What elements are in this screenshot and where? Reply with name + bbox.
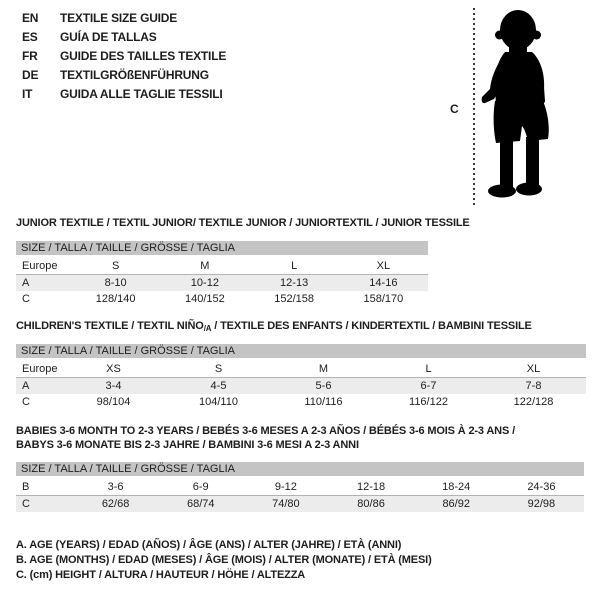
size-cell: 18-24 bbox=[442, 480, 471, 493]
size-cell: XS bbox=[106, 362, 121, 375]
section-title-babies bbox=[16, 424, 515, 452]
language-code: DE bbox=[22, 68, 39, 82]
size-cell: 62/68 bbox=[73, 496, 158, 513]
footnote-a: A. AGE (YEARS) / EDAD (AÑOS) / ÂGE (ANS) / ALTER (JAHRE) / ETÀ (ANNI) bbox=[16, 539, 402, 551]
size-cell: 5-6 bbox=[271, 378, 376, 395]
row-label: Europe bbox=[22, 259, 58, 272]
size-cell: 7-8 bbox=[481, 378, 586, 395]
size-cell: 104/110 bbox=[199, 396, 238, 408]
row-label: B bbox=[22, 480, 30, 493]
table-header-row bbox=[16, 344, 586, 359]
size-cell: 110/116 bbox=[304, 396, 343, 408]
size-cell: 3-6 bbox=[107, 480, 124, 493]
size-cell: 158/170 bbox=[363, 293, 404, 305]
size-cell: 152/158 bbox=[274, 293, 314, 305]
size-cell: 68/74 bbox=[158, 496, 243, 513]
size-cell: L bbox=[291, 259, 298, 272]
table-header-row bbox=[16, 241, 428, 256]
footnote-c: C. (cm) HEIGHT / ALTURA / HAUTEUR / HÖHE / ALTEZZA bbox=[16, 569, 306, 581]
size-cell: 14-16 bbox=[339, 275, 428, 292]
section-title-junior: JUNIOR TEXTILE / TEXTIL JUNIOR/ TEXTILE JUNIOR / JUNIORTEXTIL / JUNIOR TESSILE bbox=[16, 217, 470, 229]
section-title-children bbox=[16, 320, 532, 333]
toddler-silhouette-icon bbox=[481, 6, 571, 206]
language-row-de bbox=[22, 66, 226, 85]
size-cell: 92/98 bbox=[499, 496, 584, 513]
size-cell: 12-13 bbox=[250, 275, 339, 292]
table-row bbox=[16, 394, 586, 410]
section-title-babies-line1: BABIES 3-6 MONTH TO 2-3 YEARS / BEBÉS 3-6 MESES A 2-3 AÑOS / BÉBÉS 3-6 MOIS À 2-3 ANS / bbox=[16, 425, 515, 437]
language-row-fr bbox=[22, 47, 226, 66]
size-cell: 74/80 bbox=[243, 496, 328, 513]
section-title-babies-line2: BABYS 3-6 MONATE BIS 2-3 JAHRE / BAMBINI 3-6 MESI A 2-3 ANNI bbox=[16, 439, 359, 451]
size-cell: XL bbox=[376, 259, 391, 272]
language-row-it bbox=[22, 85, 226, 104]
size-cell: 10-12 bbox=[160, 275, 249, 292]
size-cell: 3-4 bbox=[61, 378, 166, 395]
size-cell: 12-18 bbox=[356, 480, 386, 493]
size-cell: L bbox=[425, 362, 432, 375]
table-row bbox=[16, 477, 584, 496]
size-cell: M bbox=[200, 259, 210, 272]
size-cell: 122/128 bbox=[513, 396, 554, 408]
size-header: SIZE / TALLA / TAILLE / GRÖSSE / TAGLIA bbox=[16, 462, 584, 477]
section-title-children-sub: /A bbox=[203, 324, 212, 333]
language-code: EN bbox=[22, 11, 39, 25]
height-measure-label: C bbox=[450, 102, 459, 116]
size-cell: 128/140 bbox=[95, 293, 136, 305]
language-row-es bbox=[22, 28, 226, 47]
table-row bbox=[16, 275, 428, 292]
size-cell: 98/104 bbox=[96, 396, 131, 408]
table-row bbox=[16, 291, 428, 307]
size-cell: 6-9 bbox=[192, 480, 209, 493]
language-code: FR bbox=[22, 49, 38, 63]
language-title-list bbox=[22, 9, 226, 104]
size-cell: 140/152 bbox=[184, 293, 225, 305]
row-label: A bbox=[16, 378, 61, 395]
section-title-children-post: / TEXTILE DES ENFANTS / KINDERTEXTIL / BAMBINI TESSILE bbox=[211, 320, 532, 332]
size-cell: 8-10 bbox=[71, 275, 160, 292]
row-label: C bbox=[22, 293, 30, 305]
language-title: GUÍA DE TALLAS bbox=[60, 30, 157, 44]
section-title-children-pre: CHILDREN'S TEXTILE / TEXTIL NIÑO bbox=[16, 320, 204, 332]
junior-size-table bbox=[16, 241, 428, 307]
language-code: IT bbox=[22, 87, 33, 101]
size-cell: 4-5 bbox=[166, 378, 271, 395]
row-label: C bbox=[22, 396, 30, 408]
language-title: GUIDE DES TAILLES TEXTILE bbox=[60, 49, 227, 63]
table-row bbox=[16, 496, 584, 513]
footnote-list bbox=[16, 538, 432, 583]
row-label: Europe bbox=[22, 362, 58, 375]
size-cell: 6-7 bbox=[376, 378, 481, 395]
size-cell: M bbox=[318, 362, 329, 375]
footnote-b: B. AGE (MONTHS) / EDAD (MESES) / ÂGE (MOIS) / ALTER (MONATE) / ETÀ (MESI) bbox=[16, 554, 432, 566]
language-code: ES bbox=[22, 30, 38, 44]
height-dotted-line bbox=[473, 8, 475, 206]
size-cell: 80/86 bbox=[328, 496, 413, 513]
size-cell: S bbox=[214, 362, 223, 375]
size-cell: S bbox=[111, 259, 120, 272]
language-title: TEXTILGRÖßENFÜHRUNG bbox=[60, 68, 209, 82]
row-label: C bbox=[16, 496, 73, 513]
size-cell: 24-36 bbox=[527, 480, 556, 493]
size-cell: 9-12 bbox=[274, 480, 297, 493]
babies-size-table bbox=[16, 462, 584, 512]
table-row bbox=[16, 256, 428, 275]
size-header: SIZE / TALLA / TAILLE / GRÖSSE / TAGLIA bbox=[16, 241, 428, 256]
table-row bbox=[16, 378, 586, 395]
language-title: GUIDA ALLE TAGLIE TESSILI bbox=[60, 87, 223, 101]
size-cell: XL bbox=[526, 362, 541, 375]
size-cell: 86/92 bbox=[414, 496, 499, 513]
language-title: TEXTILE SIZE GUIDE bbox=[60, 11, 178, 25]
size-cell: 116/122 bbox=[409, 396, 448, 408]
children-size-table bbox=[16, 344, 586, 410]
table-row bbox=[16, 359, 586, 378]
language-row-en bbox=[22, 9, 226, 28]
table-header-row bbox=[16, 462, 584, 477]
size-header: SIZE / TALLA / TAILLE / GRÖSSE / TAGLIA bbox=[16, 344, 586, 359]
row-label: A bbox=[16, 275, 71, 292]
